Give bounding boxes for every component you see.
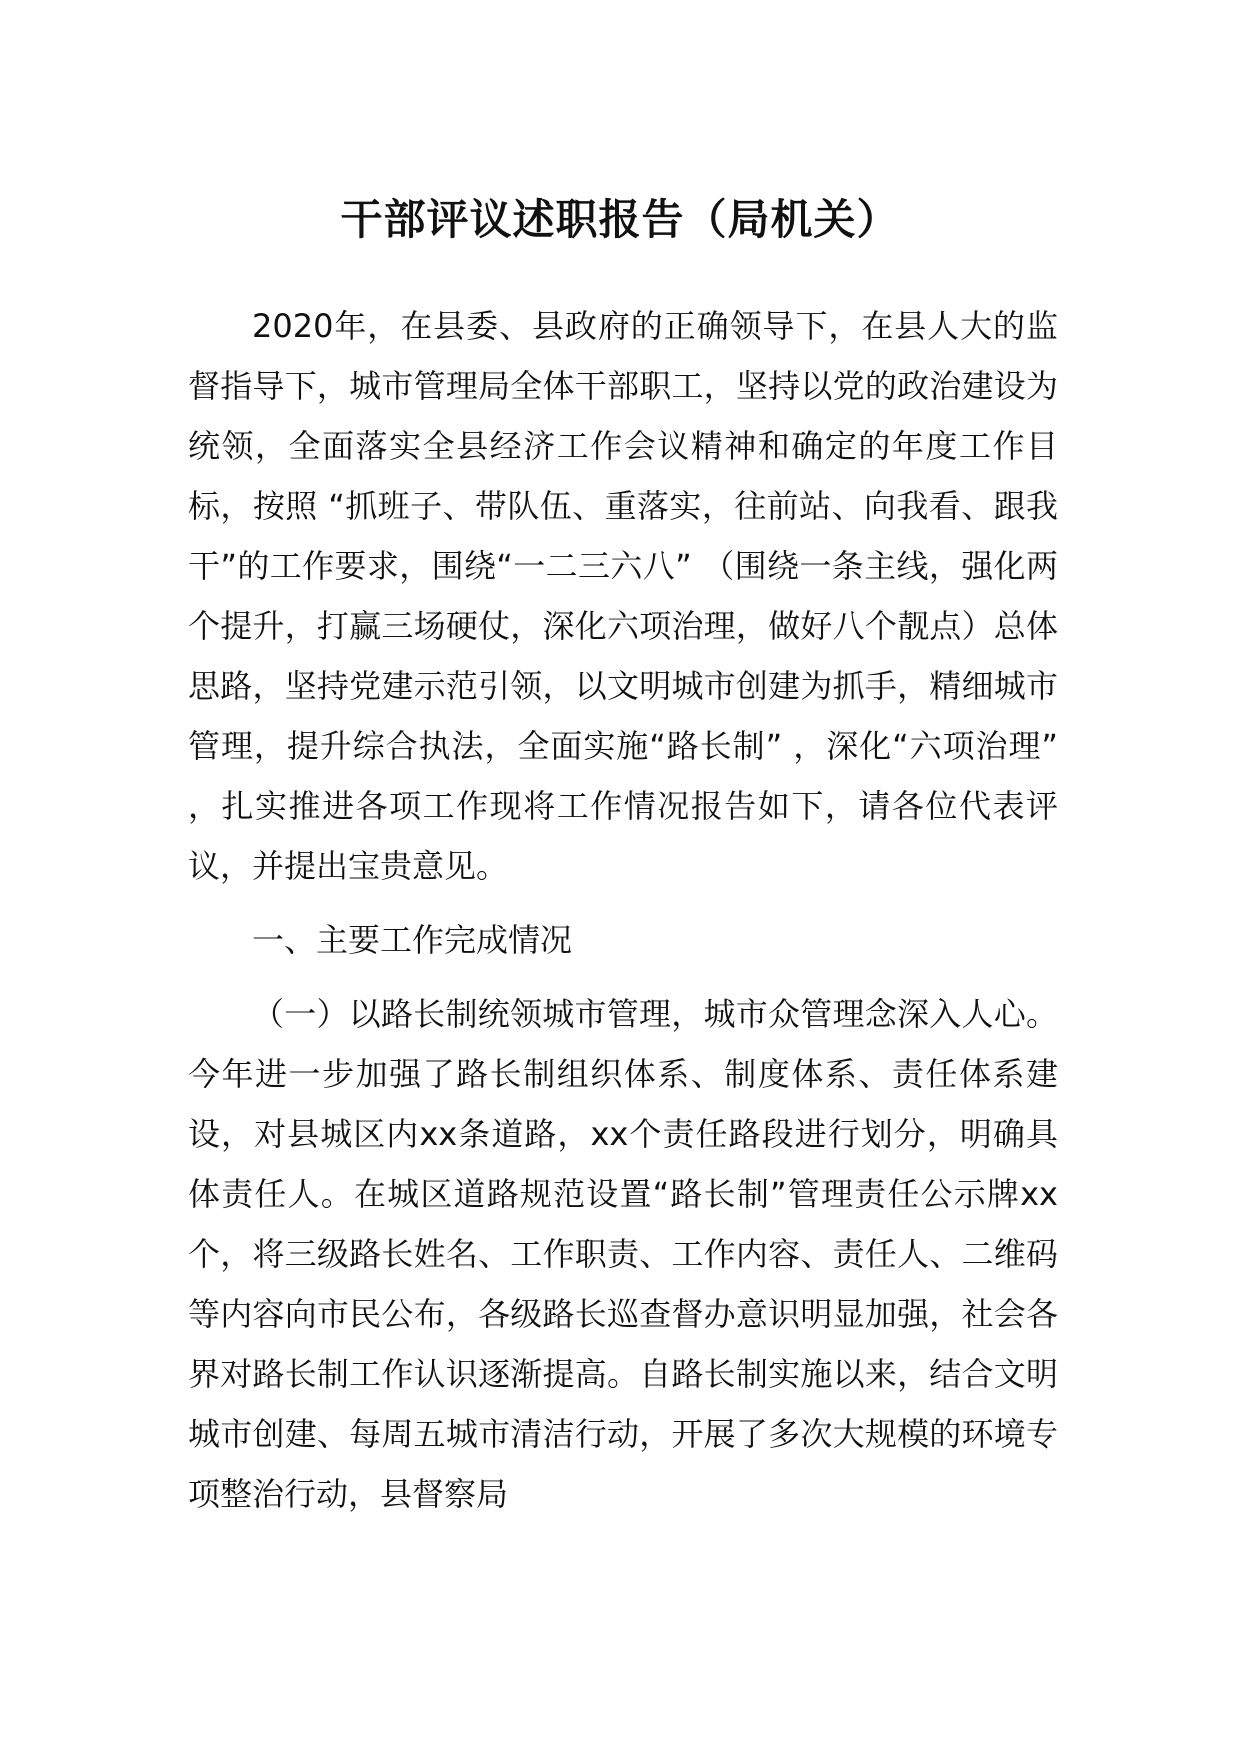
intro-paragraph: 2020年，在县委、县政府的正确领导下，在县人大的监督指导下，城市管理局全体干部职工，坚持以党的政治建设为统领，全面落实全县经济工作会议精神和确定的年度工作目标，按照 “抓班子、带队伍、重落实，往前站、向我看、跟我干”的工作要求，围绕“一二三六八” （围绕一条主线，强化两个提升，打赢三场硬仗，深化六项治理，做好八个靓点）总体思路，坚持党建示范引领，以文明城市创建为抓手，精细城市管理，提升综合执法，全面实施“路长制” ，深化“六项治理” ，扎实推进各项工作现将工作情况报告如下，请各位代表评议，并提出宝贵意见。: [188, 307, 1058, 885]
subsection-paragraph-road-chief: （一）以路长制统领城市管理，城市众管理念深入人心。今年进一步加强了路长制组织体系、制度体系、责任体系建设，对县城区内xx条道路，xx个责任路段进行划分，明确具体责任人。在城区道路规范设置“路长制”管理责任公示牌xx个，将三级路长姓名、工作职责、工作内容、责任人、二维码等内容向市民公布，各级路长巡查督办意识明显加强，社会各界对路长制工作认识逐渐提高。自路长制实施以来，结合文明城市创建、每周五城市清洁行动，开展了多次大规模的环境专项整治行动，县督察局: [188, 995, 1058, 1513]
document-body: [188, 296, 1058, 1524]
section-heading-main-work: 一、主要工作完成情况: [252, 921, 573, 959]
document-title: 干部评议述职报告（局机关）: [340, 195, 900, 244]
